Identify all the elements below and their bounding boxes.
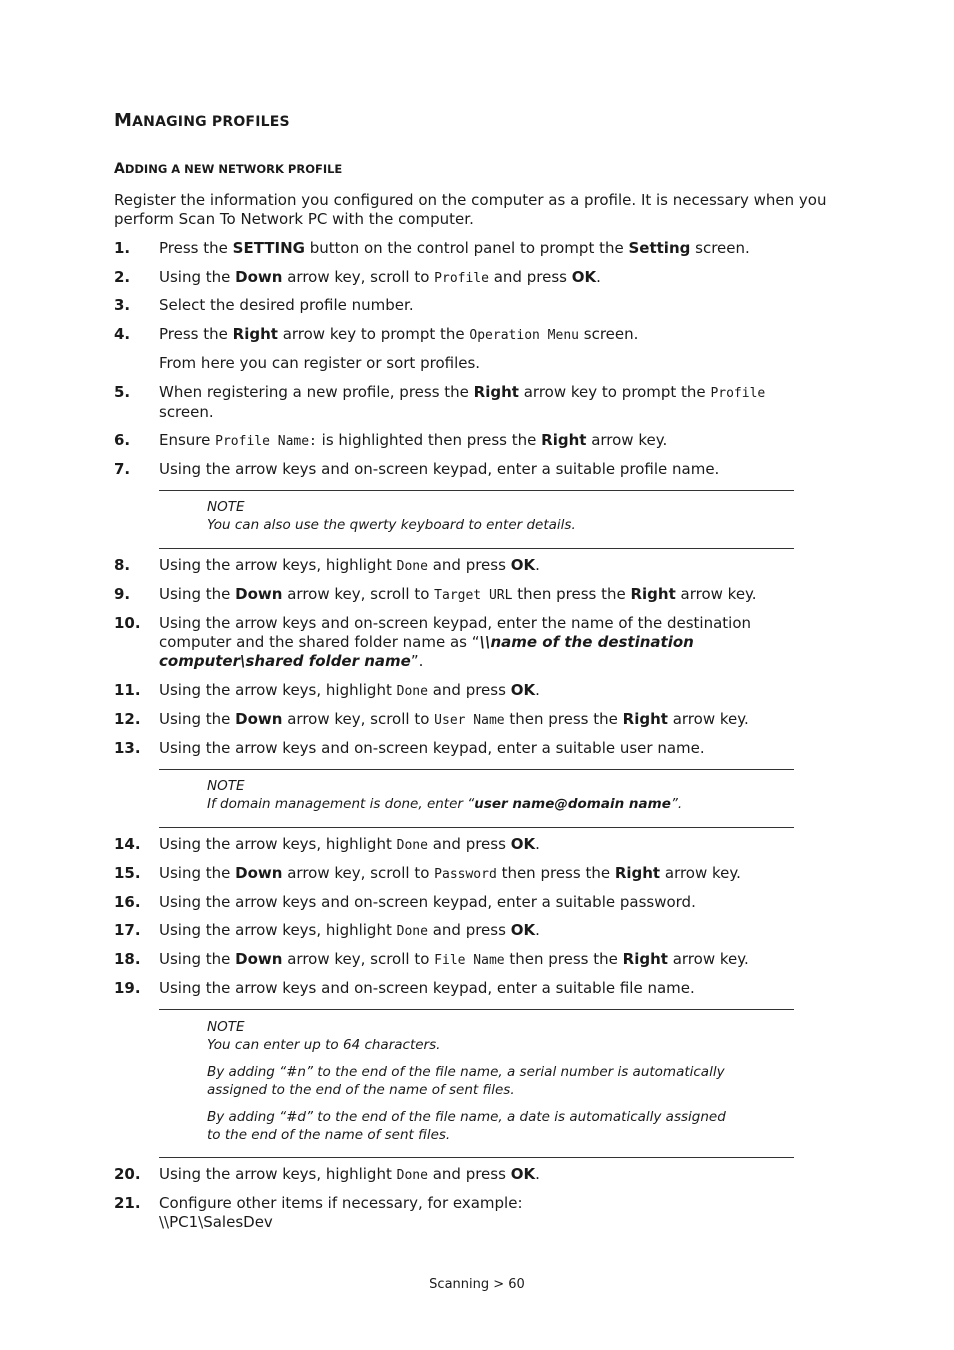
note-text: By adding “#n” to the end of the file name, a serial number is automatically assigned to the end of the name of sent files. xyxy=(207,1064,725,1098)
note-label: NOTE xyxy=(207,499,245,515)
step-text: Select the desired profile number. xyxy=(159,296,414,314)
note-text: You can enter up to 64 characters. xyxy=(207,1037,441,1053)
note-1 xyxy=(207,498,777,534)
step-text: Using the arrow keys, highlight Done and press OK. xyxy=(159,835,540,853)
step-4-subtext: From here you can register or sort profiles. xyxy=(159,354,481,372)
step-text: Using the arrow keys, highlight Done and press OK. xyxy=(159,681,540,699)
step-text: Using the arrow keys and on-screen keypad, enter a suitable profile name. xyxy=(159,460,720,478)
step-number: 3. xyxy=(114,296,131,314)
step-number: 8. xyxy=(114,556,131,574)
step-number: 5. xyxy=(114,383,131,401)
step-number: 20. xyxy=(114,1165,141,1183)
heading-initial: M xyxy=(114,110,133,131)
step-text: Press the Right arrow key to prompt the Operation Menu screen. xyxy=(159,325,639,343)
step-number: 12. xyxy=(114,710,141,728)
step-text: Using the arrow keys and on-screen keypad, enter a suitable file name. xyxy=(159,979,695,997)
note-rule-bottom xyxy=(159,1157,794,1158)
step-text: Using the arrow keys, highlight Done and press OK. xyxy=(159,556,540,574)
note-rule-top xyxy=(159,490,794,491)
step-text: Using the Down arrow key, scroll to Target URL then press the Right arrow key. xyxy=(159,585,757,603)
subheading-rest: DDING A NEW NETWORK PROFILE xyxy=(124,162,343,176)
step-text: Configure other items if necessary, for example: \\PC1\SalesDev xyxy=(159,1194,523,1231)
note-3 xyxy=(207,1018,777,1144)
section-heading xyxy=(114,161,342,177)
step-number: 7. xyxy=(114,460,131,478)
step-text: Using the Down arrow key, scroll to User Name then press the Right arrow key. xyxy=(159,710,749,728)
step-text: Using the arrow keys and on-screen keypad, enter the name of the destination computer and the shared folder name as “\\name of the destination computer\shared folder name”. xyxy=(159,614,752,670)
step-number: 1. xyxy=(114,239,131,257)
step-number: 13. xyxy=(114,739,141,757)
step-text: Using the arrow keys, highlight Done and press OK. xyxy=(159,1165,540,1183)
note-text: By adding “#d” to the end of the file name, a date is automatically assigned to the end of the name of sent files. xyxy=(207,1109,726,1143)
note-rule-bottom xyxy=(159,548,794,549)
note-rule-bottom xyxy=(159,827,794,828)
step-number: 15. xyxy=(114,864,141,882)
step-number: 17. xyxy=(114,921,141,939)
step-number: 6. xyxy=(114,431,131,449)
step-text: Using the Down arrow key, scroll to File Name then press the Right arrow key. xyxy=(159,950,749,968)
note-text: If domain management is done, enter “user name@domain name”. xyxy=(207,796,683,812)
intro-paragraph: Register the information you configured on the computer as a profile. It is necessary when you perform Scan To Network PC with the computer. xyxy=(114,191,827,228)
step-text: Using the arrow keys, highlight Done and press OK. xyxy=(159,921,540,939)
note-rule-top xyxy=(159,769,794,770)
heading-rest: ANAGING PROFILES xyxy=(132,114,290,130)
page-heading xyxy=(114,110,290,131)
page-footer: Scanning > 60 xyxy=(429,1277,525,1292)
step-number: 21. xyxy=(114,1194,141,1212)
note-label: NOTE xyxy=(207,778,245,794)
note-label: NOTE xyxy=(207,1019,245,1035)
step-text: Using the arrow keys and on-screen keypad, enter a suitable password. xyxy=(159,893,696,911)
step-number: 11. xyxy=(114,681,141,699)
step-number: 14. xyxy=(114,835,141,853)
step-text: Press the SETTING button on the control panel to prompt the Setting screen. xyxy=(159,239,750,257)
step-number: 4. xyxy=(114,325,131,343)
note-text: You can also use the qwerty keyboard to enter details. xyxy=(207,517,576,533)
step-number: 19. xyxy=(114,979,141,997)
step-number: 9. xyxy=(114,585,131,603)
step-number: 10. xyxy=(114,614,141,632)
step-number: 2. xyxy=(114,268,131,286)
step-text: Using the Down arrow key, scroll to Profile and press OK. xyxy=(159,268,601,286)
step-number: 18. xyxy=(114,950,141,968)
step-text: Ensure Profile Name: is highlighted then press the Right arrow key. xyxy=(159,431,668,449)
subheading-initial: A xyxy=(114,161,125,177)
step-text: Using the arrow keys and on-screen keypad, enter a suitable user name. xyxy=(159,739,705,757)
step-text: When registering a new profile, press the Right arrow key to prompt the Profile screen. xyxy=(159,383,766,421)
step-number: 16. xyxy=(114,893,141,911)
note-2 xyxy=(207,777,777,813)
note-rule-top xyxy=(159,1009,794,1010)
step-text: Using the Down arrow key, scroll to Password then press the Right arrow key. xyxy=(159,864,741,882)
